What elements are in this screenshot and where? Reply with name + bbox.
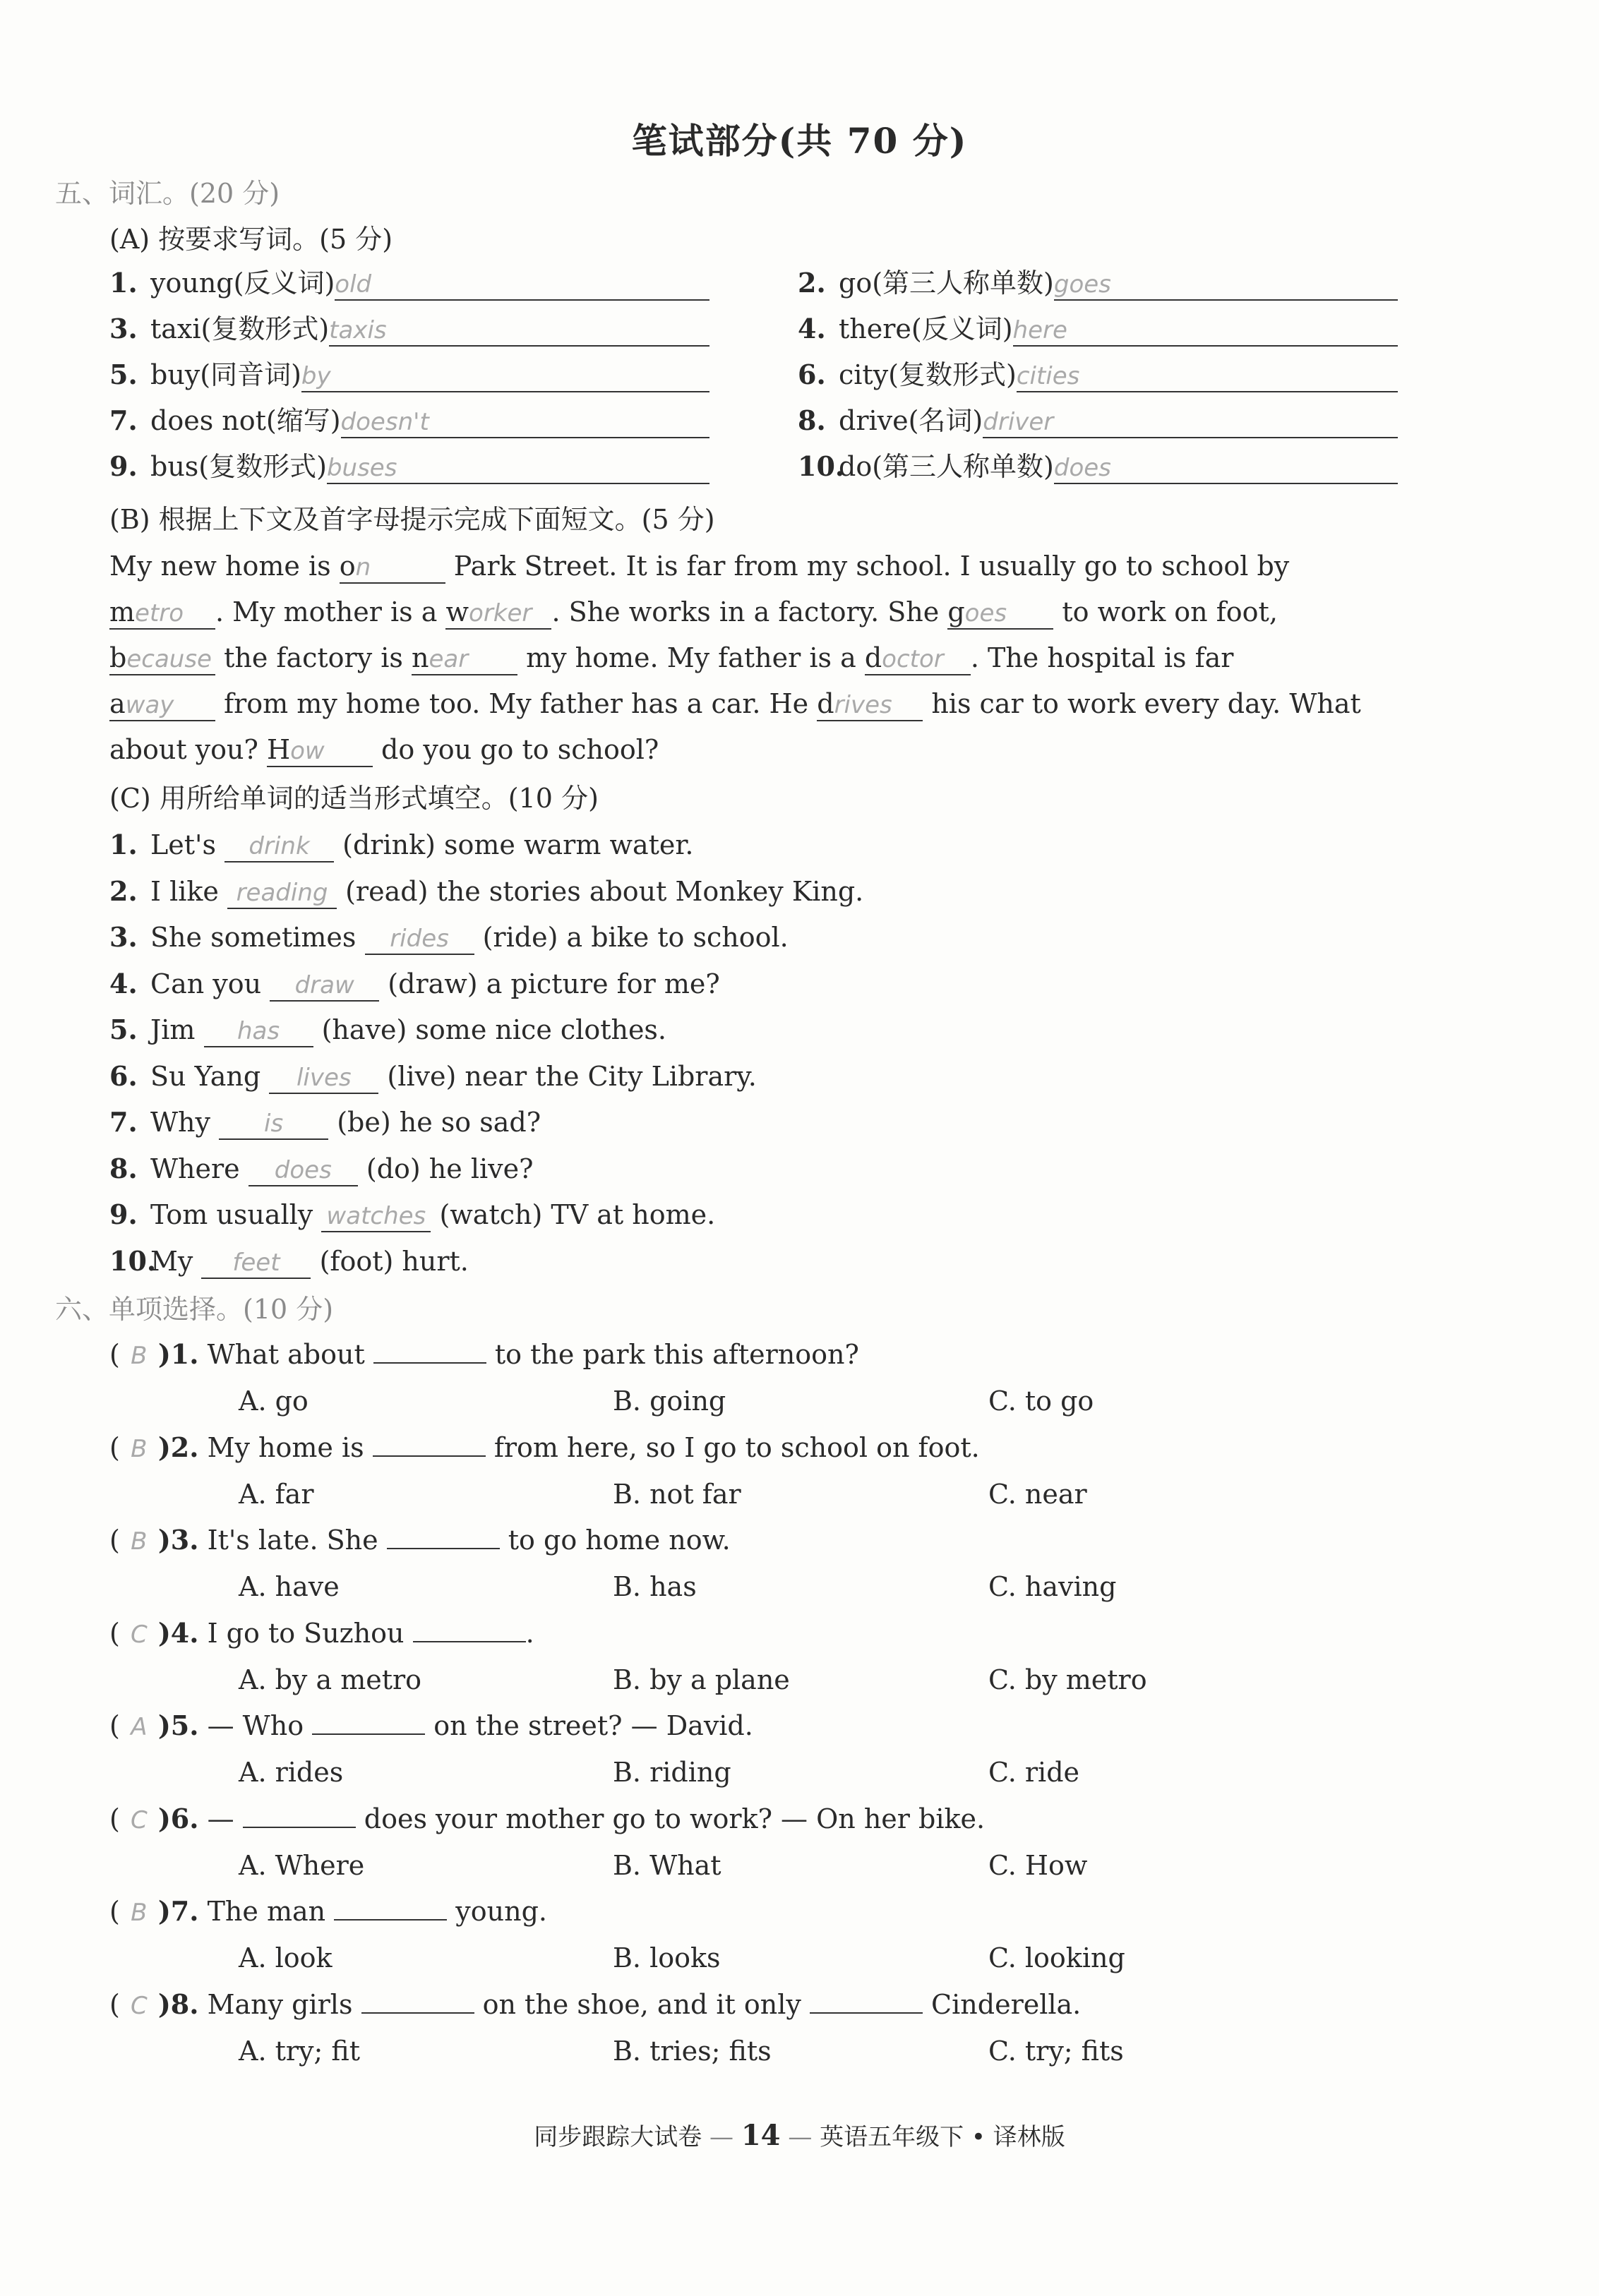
item-answer: is xyxy=(219,1112,328,1140)
option-c: C. ride xyxy=(988,1757,1080,1788)
passage-line xyxy=(109,553,1289,584)
question-answer: B xyxy=(131,1899,148,1927)
item-prompt: taxi(复数形式) xyxy=(150,313,330,344)
question-number: )5. xyxy=(157,1709,199,1741)
partC-item xyxy=(109,1016,666,1047)
section5-heading: 五、词汇。(20 分) xyxy=(55,178,280,209)
partC-item xyxy=(109,921,789,955)
question-row: ( C )8. Many girls on the shoe, and it only Cinderella. xyxy=(109,1988,1082,2020)
option-a: A. rides xyxy=(239,1757,344,1788)
option-a: A. try; fit xyxy=(239,2035,361,2067)
passage-blank xyxy=(947,596,1053,630)
passage-text: My new home is xyxy=(109,551,340,582)
blank-answer: ear xyxy=(429,645,469,673)
item-number: 1. xyxy=(109,829,138,860)
item-before: Let's xyxy=(150,829,216,860)
question-number: )3. xyxy=(157,1524,199,1556)
question-blank xyxy=(361,1991,474,2014)
question-blank xyxy=(387,1527,500,1549)
footer-dash-left: — xyxy=(709,2123,734,2151)
option-b: B. not far xyxy=(613,1478,741,1510)
item-answer: lives xyxy=(269,1066,378,1094)
passage-blank xyxy=(109,644,215,675)
option-c: C. looking xyxy=(988,1942,1125,1973)
partC-item xyxy=(109,1152,534,1186)
passage-blank xyxy=(445,596,551,630)
item-after: (foot) hurt. xyxy=(319,1245,469,1277)
blank-initial: a xyxy=(109,688,126,719)
question-stem: It's late. She xyxy=(207,1525,387,1556)
item-answer: old xyxy=(335,272,709,301)
option-c: C. try; fits xyxy=(988,2035,1124,2067)
item-before: Tom usually xyxy=(150,1199,313,1230)
blank-answer: ow xyxy=(290,737,325,765)
item-after: (drink) some warm water. xyxy=(342,829,694,860)
item-number: 7. xyxy=(109,1106,138,1138)
blank-initial: g xyxy=(947,596,965,627)
question-stem: — Who xyxy=(207,1710,313,1741)
option-b: B. has xyxy=(613,1571,697,1602)
page-number: 14 xyxy=(741,2119,781,2152)
question-row: ( A )5. — Who on the street? — David. xyxy=(109,1709,753,1741)
partC-heading: (C) 用所给单词的适当形式填空。(10 分) xyxy=(109,783,599,814)
item-number: 9. xyxy=(109,450,138,482)
blank-initial: b xyxy=(109,642,127,673)
blank-answer: way xyxy=(125,691,174,719)
question-blank xyxy=(334,1898,447,1921)
partB-heading: (B) 根据上下文及首字母提示完成下面短文。(5 分) xyxy=(109,504,715,535)
page-title: 笔试部分(共 70 分) xyxy=(631,120,968,162)
item-number: 5. xyxy=(109,1014,138,1045)
option-a: A. have xyxy=(239,1571,340,1602)
footer-dash-right: — xyxy=(788,2123,813,2151)
blank-initial: m xyxy=(109,596,136,627)
item-answer: draw xyxy=(270,973,379,1002)
item-number: 2. xyxy=(109,874,138,907)
partA-item xyxy=(109,361,709,392)
item-number: 6. xyxy=(109,1059,138,1092)
passage-text: Park Street. It is far from my school. I usually go to school by xyxy=(445,551,1290,582)
question-stem: — xyxy=(207,1803,243,1834)
passage-blank xyxy=(817,690,923,721)
partC-item xyxy=(109,967,720,1002)
item-answer: has xyxy=(204,1019,313,1047)
item-after: (watch) TV at home. xyxy=(439,1199,716,1230)
blank-initial: H xyxy=(266,734,291,765)
item-answer: taxis xyxy=(329,318,709,347)
blank-initial: w xyxy=(445,596,469,627)
passage-text: about you? xyxy=(109,734,267,765)
item-answer: buses xyxy=(327,456,709,484)
passage-text: . My mother is a xyxy=(215,596,446,627)
question-number: )7. xyxy=(157,1895,199,1927)
item-before: She sometimes xyxy=(150,922,357,953)
blank-answer: orker xyxy=(469,599,532,627)
blank-answer: etro xyxy=(135,599,184,627)
blank-answer: n xyxy=(355,553,371,582)
question-answer: B xyxy=(131,1527,148,1556)
question-stem: My home is xyxy=(207,1431,373,1463)
question-blank xyxy=(810,1991,923,2014)
section6-heading: 六、单项选择。(10 分) xyxy=(55,1294,334,1325)
partA-item xyxy=(798,450,1398,484)
partC-item xyxy=(109,831,693,862)
item-prompt: there(反义词) xyxy=(839,313,1013,344)
question-stem: to the park this afternoon? xyxy=(486,1339,859,1370)
passage-text: my home. My father is a xyxy=(517,642,865,673)
item-number: 3. xyxy=(109,313,138,344)
question-stem: does your mother go to work? — On her bike. xyxy=(355,1803,986,1834)
question-number: )6. xyxy=(157,1802,199,1834)
item-prompt: does not(缩写) xyxy=(150,405,341,436)
item-answer: drink xyxy=(224,834,334,862)
item-after: (have) some nice clothes. xyxy=(321,1014,667,1045)
item-before: I like xyxy=(150,875,219,907)
partA-item xyxy=(798,404,1398,438)
option-b: B. What xyxy=(613,1849,721,1881)
partA-item xyxy=(798,315,1398,347)
option-c: C. by metro xyxy=(988,1664,1147,1695)
footer-title: 同步跟踪大试卷 xyxy=(534,2123,702,2151)
question-stem: to go home now. xyxy=(499,1525,731,1556)
item-prompt: buy(同音词) xyxy=(150,359,301,390)
option-b: B. tries; fits xyxy=(613,2035,772,2067)
passage-text: . She works in a factory. She xyxy=(551,596,948,627)
blank-initial: d xyxy=(817,688,834,719)
option-a: A. Where xyxy=(239,1849,365,1881)
item-number: 8. xyxy=(109,1152,138,1184)
passage-text: . The hospital is far xyxy=(970,642,1234,673)
blank-answer: octor xyxy=(882,645,944,673)
item-number: 9. xyxy=(109,1198,138,1230)
item-prompt: do(第三人称单数) xyxy=(839,451,1054,482)
blank-initial: n xyxy=(412,642,429,673)
footer-subtitle: 英语五年级下 • 译林版 xyxy=(820,2123,1065,2151)
partA-item xyxy=(798,267,1398,301)
partA-heading: (A) 按要求写词。(5 分) xyxy=(109,224,393,255)
question-answer: C xyxy=(130,1805,148,1834)
question-number: )4. xyxy=(157,1616,199,1649)
item-before: Jim xyxy=(150,1014,196,1045)
question-stem: I go to Suzhou xyxy=(207,1617,413,1649)
item-answer: goes xyxy=(1054,272,1398,301)
item-before: Why xyxy=(150,1107,210,1138)
question-answer: B xyxy=(131,1342,148,1370)
question-number: )8. xyxy=(157,1988,199,2020)
item-answer: here xyxy=(1013,318,1398,347)
option-c: C. How xyxy=(988,1849,1088,1881)
option-c: C. to go xyxy=(988,1386,1094,1417)
option-c: C. having xyxy=(988,1571,1117,1602)
partA-item xyxy=(798,361,1398,392)
option-a: A. go xyxy=(239,1386,309,1417)
question-stem: Cinderella. xyxy=(922,1988,1082,2020)
option-c: C. near xyxy=(988,1478,1087,1510)
option-b: B. riding xyxy=(613,1757,731,1788)
question-stem: from here, so I go to school on foot. xyxy=(485,1431,980,1463)
question-blank xyxy=(373,1341,486,1364)
passage-text: his car to work every day. What xyxy=(923,688,1361,719)
question-answer: A xyxy=(131,1713,148,1741)
partC-item xyxy=(109,1059,757,1094)
passage-blank xyxy=(109,690,215,721)
blank-answer: ecause xyxy=(126,645,212,673)
blank-initial: d xyxy=(864,642,882,673)
item-answer: watches xyxy=(321,1204,431,1232)
blank-answer: rives xyxy=(834,691,892,719)
item-prompt: drive(名词) xyxy=(839,405,983,436)
partA-item xyxy=(109,267,709,301)
option-a: A. look xyxy=(239,1942,333,1973)
item-answer: by xyxy=(301,364,709,392)
item-answer: cities xyxy=(1017,364,1398,392)
question-row: ( B )7. The man young. xyxy=(109,1895,547,1927)
partA-item xyxy=(109,450,709,484)
passage-text: from my home too. My father has a car. He xyxy=(215,688,818,719)
item-prompt: go(第三人称单数) xyxy=(839,268,1054,299)
question-answer: B xyxy=(131,1434,148,1463)
item-answer: rides xyxy=(365,927,474,955)
question-blank xyxy=(243,1805,356,1828)
item-before: Where xyxy=(150,1153,240,1184)
passage-blank xyxy=(865,644,971,675)
item-answer: feet xyxy=(201,1251,311,1279)
passage-line xyxy=(109,736,659,767)
item-number: 5. xyxy=(109,359,138,390)
question-stem: . xyxy=(525,1617,534,1649)
item-number: 2. xyxy=(798,267,826,299)
item-after: (do) he live? xyxy=(366,1153,534,1184)
passage-blank xyxy=(109,596,215,630)
passage-blank xyxy=(267,736,373,767)
item-answer: doesn't xyxy=(341,410,709,438)
question-stem: on the shoe, and it only xyxy=(474,1988,810,2020)
partC-item xyxy=(109,1198,716,1232)
option-a: A. far xyxy=(239,1478,314,1510)
question-row: ( B )2. My home is from here, so I go to school on foot. xyxy=(109,1431,980,1463)
question-stem: Many girls xyxy=(207,1988,361,2020)
partC-item xyxy=(109,874,864,909)
option-b: B. looks xyxy=(613,1942,721,1973)
footer xyxy=(0,2117,1599,2152)
item-number: 8. xyxy=(798,404,826,436)
item-answer: does xyxy=(248,1158,358,1186)
partC-item xyxy=(109,1244,469,1279)
question-stem: What about xyxy=(207,1339,373,1370)
passage-blank xyxy=(412,644,517,675)
option-b: B. by a plane xyxy=(613,1664,790,1695)
item-after: (live) near the City Library. xyxy=(387,1060,757,1092)
question-blank xyxy=(312,1712,425,1735)
question-stem: on the street? — David. xyxy=(425,1710,753,1741)
item-before: Can you xyxy=(150,968,262,999)
item-prompt: young(反义词) xyxy=(150,268,335,299)
item-number: 1. xyxy=(109,267,138,299)
item-number: 10. xyxy=(798,450,845,482)
item-number: 4. xyxy=(109,967,138,999)
item-answer: reading xyxy=(227,881,337,909)
question-row: ( C )6. — does your mother go to work? — On her bike. xyxy=(109,1802,986,1834)
partC-item xyxy=(109,1106,541,1140)
partA-item xyxy=(109,404,709,438)
question-row: ( B )3. It's late. She to go home now. xyxy=(109,1524,731,1556)
question-answer: C xyxy=(130,1620,148,1649)
passage-text: to work on foot, xyxy=(1053,596,1278,627)
option-b: B. going xyxy=(613,1386,726,1417)
item-before: My xyxy=(150,1245,193,1277)
question-row: ( B )1. What about to the park this afternoon? xyxy=(109,1338,859,1370)
item-after: (read) the stories about Monkey King. xyxy=(345,875,864,907)
item-after: (ride) a bike to school. xyxy=(482,922,789,953)
item-prompt: bus(复数形式) xyxy=(150,451,327,482)
item-number: 10. xyxy=(109,1244,157,1277)
partA-item xyxy=(109,315,709,347)
question-blank xyxy=(373,1434,486,1457)
question-row: ( C )4. I go to Suzhou . xyxy=(109,1616,534,1649)
question-stem: The man xyxy=(207,1896,335,1927)
item-number: 3. xyxy=(109,921,138,953)
item-before: Su Yang xyxy=(150,1060,261,1092)
item-number: 4. xyxy=(798,313,826,344)
item-number: 6. xyxy=(798,359,826,390)
passage-blank xyxy=(340,553,445,584)
blank-answer: oes xyxy=(964,599,1007,627)
passage-text: do you go to school? xyxy=(372,734,659,765)
passage-line xyxy=(109,596,1278,630)
item-after: (draw) a picture for me? xyxy=(388,968,720,999)
item-answer: does xyxy=(1054,456,1398,484)
blank-initial: o xyxy=(339,551,356,582)
question-stem: young. xyxy=(447,1896,547,1927)
question-blank xyxy=(413,1620,526,1642)
question-number: )1. xyxy=(157,1338,199,1370)
passage-text: the factory is xyxy=(215,642,412,673)
passage-line xyxy=(109,690,1361,721)
item-prompt: city(复数形式) xyxy=(839,359,1017,390)
option-a: A. by a metro xyxy=(239,1664,422,1695)
item-after: (be) he so sad? xyxy=(337,1107,541,1138)
question-number: )2. xyxy=(157,1431,199,1463)
item-answer: driver xyxy=(983,410,1398,438)
item-number: 7. xyxy=(109,404,138,436)
passage-line xyxy=(109,644,1233,675)
question-answer: C xyxy=(130,1991,148,2020)
